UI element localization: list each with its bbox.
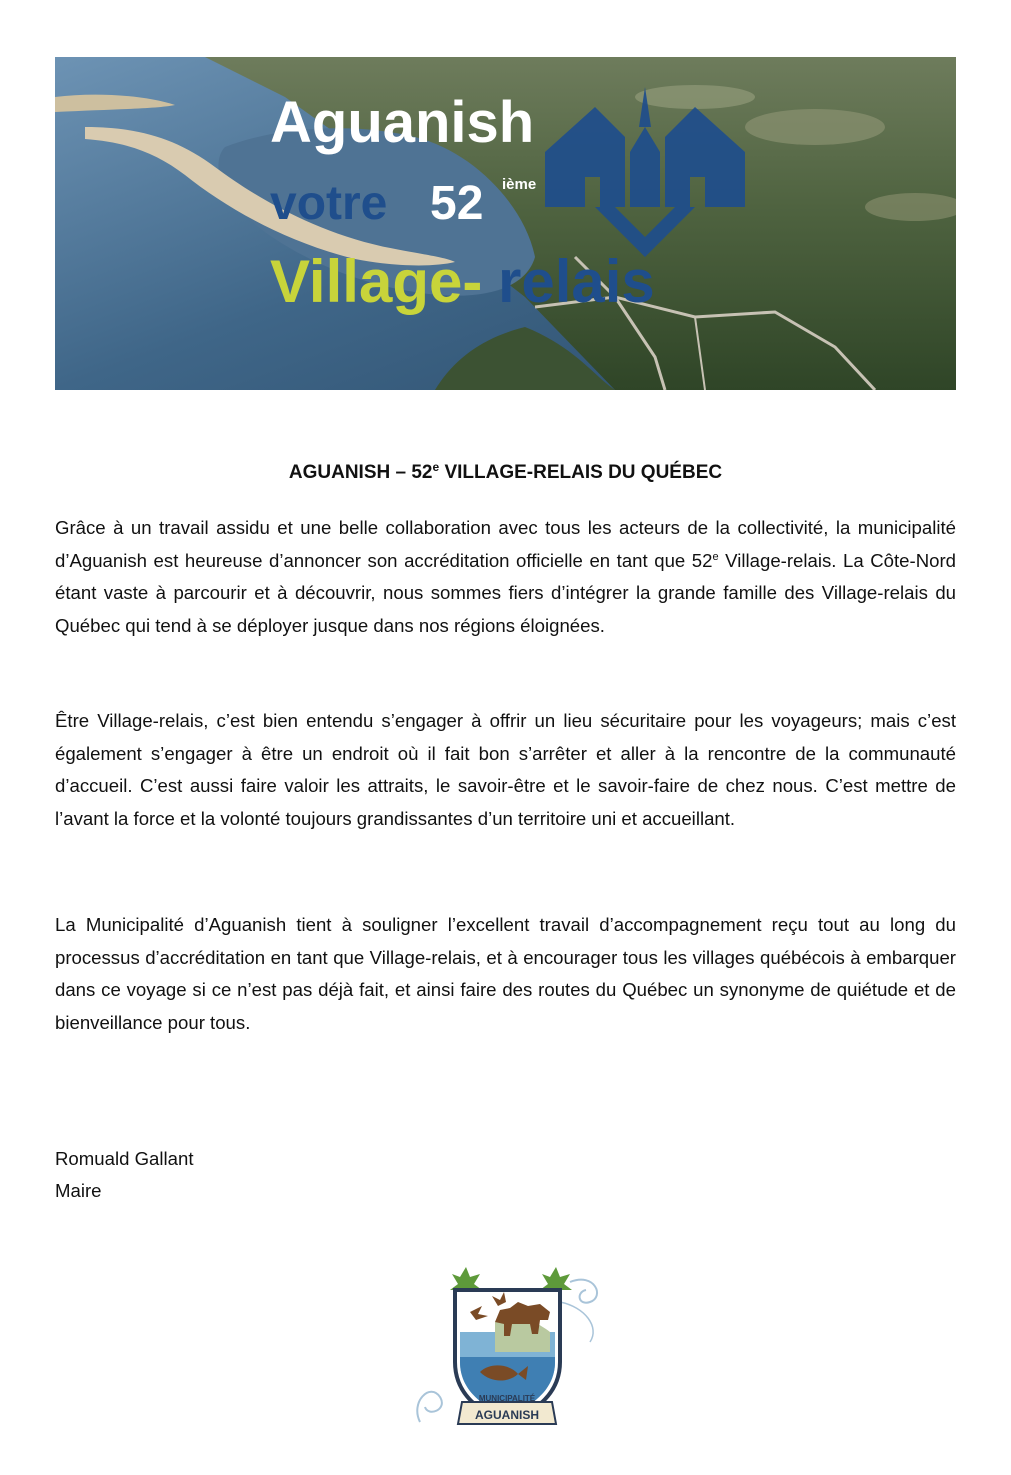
title-superscript: e — [432, 460, 440, 474]
banner-line1: Aguanish — [270, 90, 535, 155]
municipal-seal-icon — [400, 1262, 615, 1437]
paragraph-1-superscript: e — [712, 550, 719, 563]
banner-aerial-photo — [55, 57, 956, 390]
paragraph-2: Être Village-relais, c’est bien entendu s’engager à offrir un lieu sécuritaire pour les voyageurs; mais c’est également s’engager à être un endroit où il fait bon s’arrêter et aller à la rencontre de la communauté d’accueil. C’est aussi faire valoir les attraits, le savoir-être et le savoir-faire de chez nous. C’est mettre de l’avant la force et la volonté toujours grandissantes d’un territoire uni et accueillant. — [55, 710, 956, 829]
title-suffix: VILLAGE-RELAIS DU QUÉBEC — [439, 462, 723, 483]
municipal-seal — [400, 1262, 615, 1437]
paragraph-3: La Municipalité d’Aguanish tient à souligner l’excellent travail d’accompagnement reçu tout au long du processus d’accréditation en tant que Village-relais, et à encourager tous les villages québécois à embarquer dans ce voyage si ce n’est pas déjà fait, et ainsi faire des routes du Québec un synonyme de quiétude et de bienveillance pour tous. — [55, 914, 956, 1033]
seal-name: AGUANISH — [474, 1408, 540, 1422]
header-banner — [55, 57, 956, 390]
banner-line3-part2: relais — [498, 248, 655, 315]
banner-line2-suffix: ième — [502, 176, 537, 193]
paragraph-1 — [55, 512, 956, 642]
title-prefix: AGUANISH – 52 — [288, 462, 433, 483]
signature-name: Romuald Gallant — [55, 1148, 194, 1169]
seal-arc-text: MUNICIPALITÉ — [478, 1394, 536, 1403]
banner-line2-word: votre — [270, 177, 388, 230]
page-title — [55, 460, 956, 486]
banner-line3-part1: Village- — [270, 248, 483, 315]
paragraph-1-part-a: Grâce à un travail assidu et une belle collaboration avec tous les acteurs de la collectivité, la municipalité d’Aguanish est heureuse d’annoncer son accréditation officielle en tant que 52 — [55, 517, 956, 571]
paragraph-1-part-b: Village-relais. La Côte-Nord étant vaste à parcourir et à découvrir, nous sommes fiers d’intégrer la grande famille des Village-relais du Québec qui tend à se déployer jusque dans nos régions éloignées. — [55, 549, 956, 636]
signature-role: Maire — [55, 1180, 102, 1201]
banner-line2-number: 52 — [430, 177, 484, 230]
